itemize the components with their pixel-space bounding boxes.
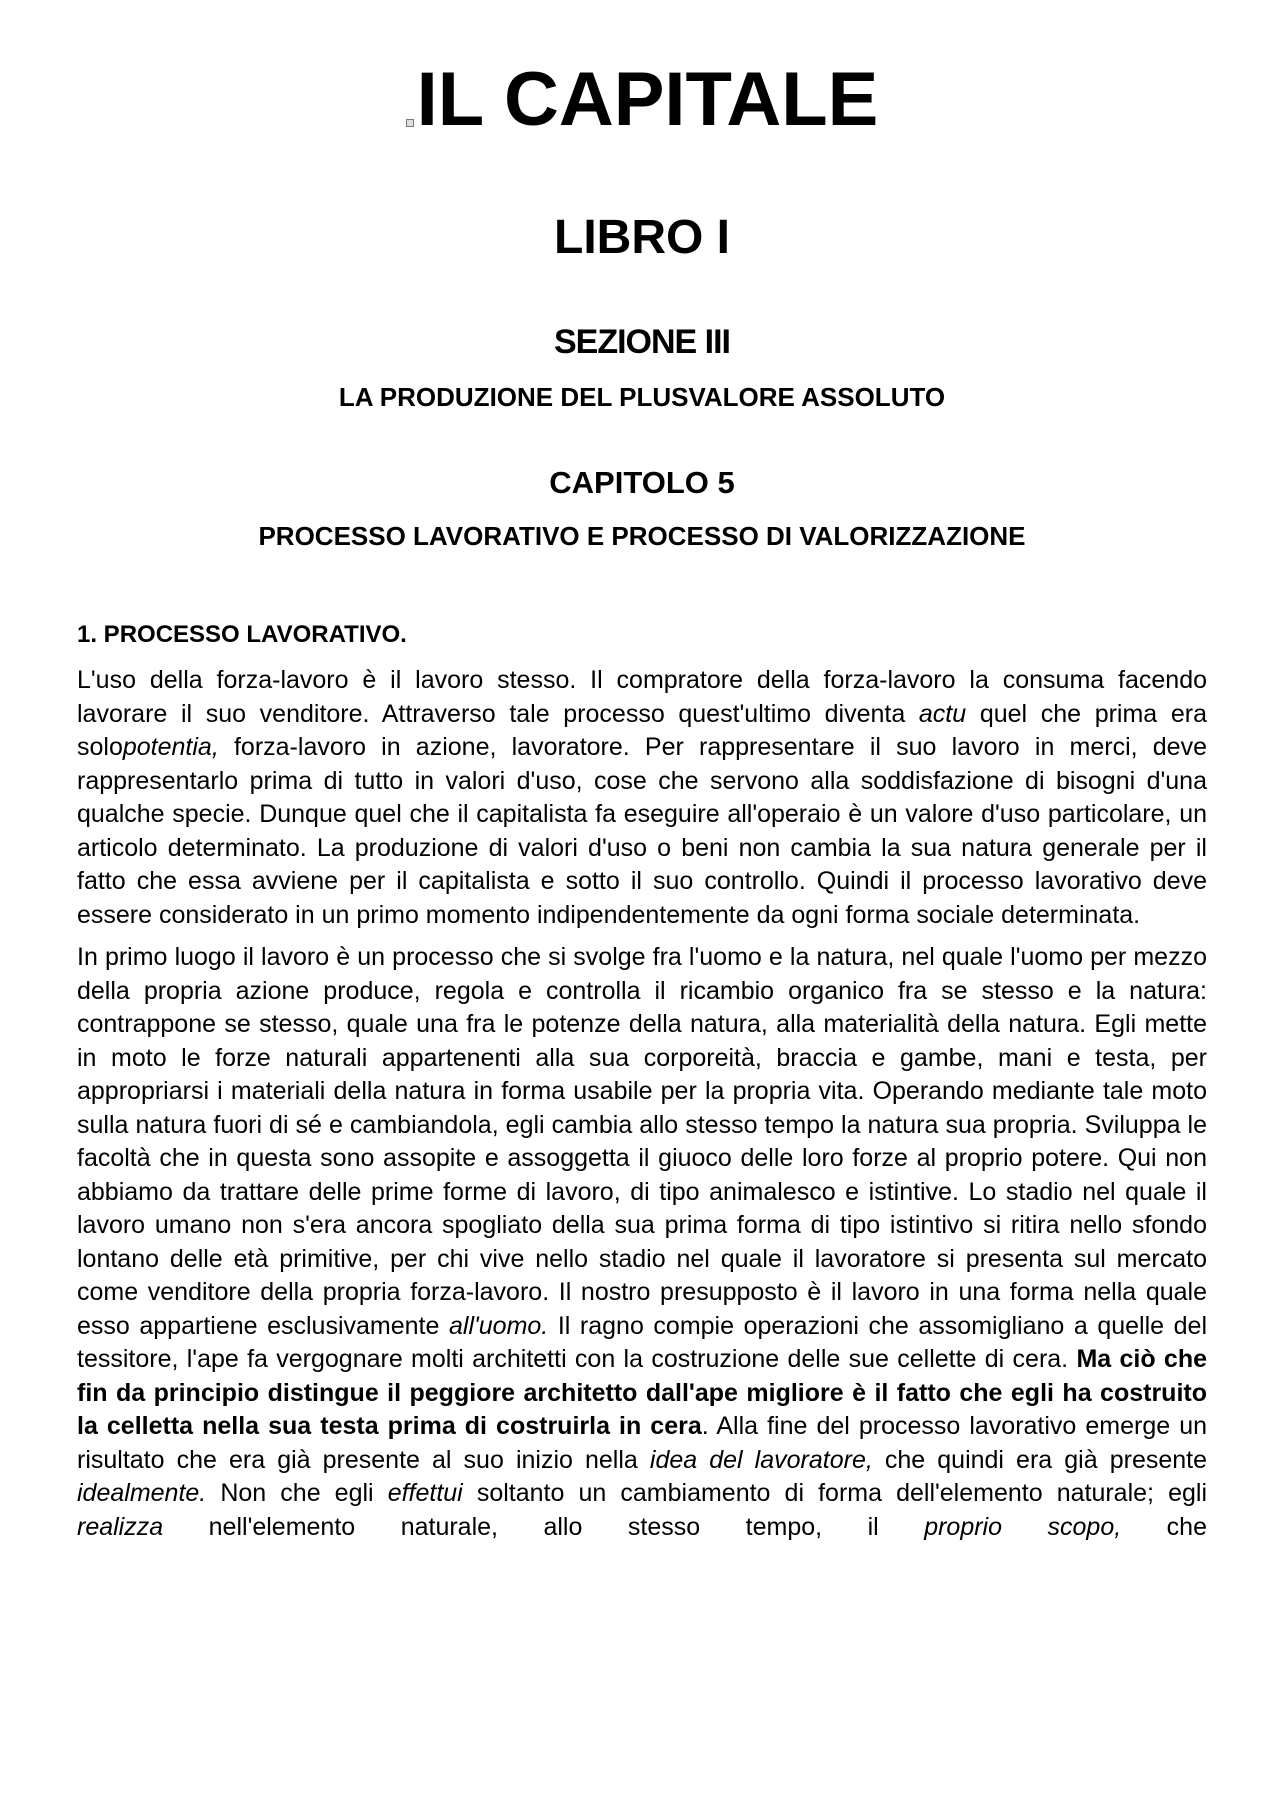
document-title [77,58,1207,142]
text-run: In primo luogo il lavoro è un processo che si svolge fra l'uomo e la natura, nel quale l'uomo per mezzo della propria azione produce, regola e controlla il ricambio organico fra se stesso e la natura: contrappone se stesso, quale una fra le potenze della natura, alla materialità della natura. Egli mette in moto le forze naturali appartenenti alla sua corporeità, braccia e gambe, mani e testa, per appropriarsi i materiali della natura in forma usabile per la propria vita. Operando mediante tale moto sulla natura fuori di sé e cambiandola, egli cambia allo stesso tempo la natura sua propria. Sviluppa le facoltà che in questa sono assopite e assoggetta il giuoco delle loro forze al proprio potere. Qui non abbiamo da trattare delle prime forme di lavoro, di tipo animalesco e istintive. Lo stadio nel quale il lavoro umano non s'era ancora spogliato della sua prima forma di tipo istintivo si ritira nello sfondo lontano delle età primitive, per chi vive nello stadio nel quale il lavoratore si presenta sul mercato come venditore della propria forza-lavoro. Il nostro presupposto è il lavoro in una forma nella quale esso appartiene esclusivamente [77,943,1207,1340]
text-run: che [1121,1512,1207,1541]
section-subtitle: LA PRODUZIONE DEL PLUSVALORE ASSOLUTO [338,382,946,412]
chapter-subtitle: PROCESSO LAVORATIVO E PROCESSO DI VALORIZZAZIONE [258,521,1026,551]
paragraph-1 [77,664,1207,932]
book-heading: LIBRO I [554,211,730,264]
text-run: nell'elemento naturale, allo stesso tempo, il [163,1512,925,1541]
italic-run: idealmente. [77,1479,207,1507]
text-run: . Alla fine del processo lavorativo emerge un risultato che era già presente al suo inizio nella [77,1412,1207,1474]
body-text [77,664,1207,1553]
text-run: Non che egli [206,1479,388,1507]
section-heading: SEZIONE III [553,323,731,361]
subsection-heading: 1. PROCESSO LAVORATIVO. [77,621,407,648]
italic-run: potentia, [122,733,219,761]
document-title-text: IL CAPITALE [416,57,879,142]
text-run: forza-lavoro in azione, lavoratore. Per rappresentare il suo lavoro in merci, deve rappresentarlo prima di tutto in valori d'uso, cose che servono alla soddisfazione di bisogni d'una qualche specie. Dunque quel che il capitalista fa eseguire all'operaio è un valore d'uso particolare, un articolo determinato. La produzione di valori d'uso o beni non cambia la sua natura generale per il fatto che essa avviene per il capitalista e sotto il suo controllo. Quindi il processo lavorativo deve essere considerato in un primo momento indipendentemente da ogni forma sociale determinata. [77,733,1207,929]
anchor-marker-icon [406,119,414,127]
text-run: soltanto un cambiamento di forma dell'elemento naturale; egli [462,1479,1207,1507]
italic-run: all'uomo. [448,1311,549,1340]
chapter-heading: CAPITOLO 5 [549,465,735,500]
italic-run: realizza [77,1512,164,1541]
text-run: Il ragno compie operazioni che assomigliano a quelle del tessitore, l'ape fa vergognare molti architetti con la costruzione delle sue cellette di cera. [77,1311,1207,1373]
italic-run: effettui [387,1479,463,1507]
paragraph-2 [77,941,1207,1544]
italic-run: actu [918,699,967,728]
bold-run: Ma ciò che fin da principio distingue il peggiore architetto dall'ape migliore è il fatto che egli ha costruito la celletta nella sua testa prima di costruirla in cera [77,1345,1207,1440]
italic-run: idea del lavoratore, [649,1445,873,1474]
text-run: L'uso della forza-lavoro è il lavoro stesso. Il compratore della forza-lavoro la consuma facendo lavorare il suo venditore. Attraverso tale processo quest'ultimo diventa [77,666,1207,728]
text-run: quel che prima era solo [77,699,1207,761]
text-run: che quindi era già presente [872,1445,1208,1474]
italic-run: proprio scopo, [924,1512,1122,1541]
